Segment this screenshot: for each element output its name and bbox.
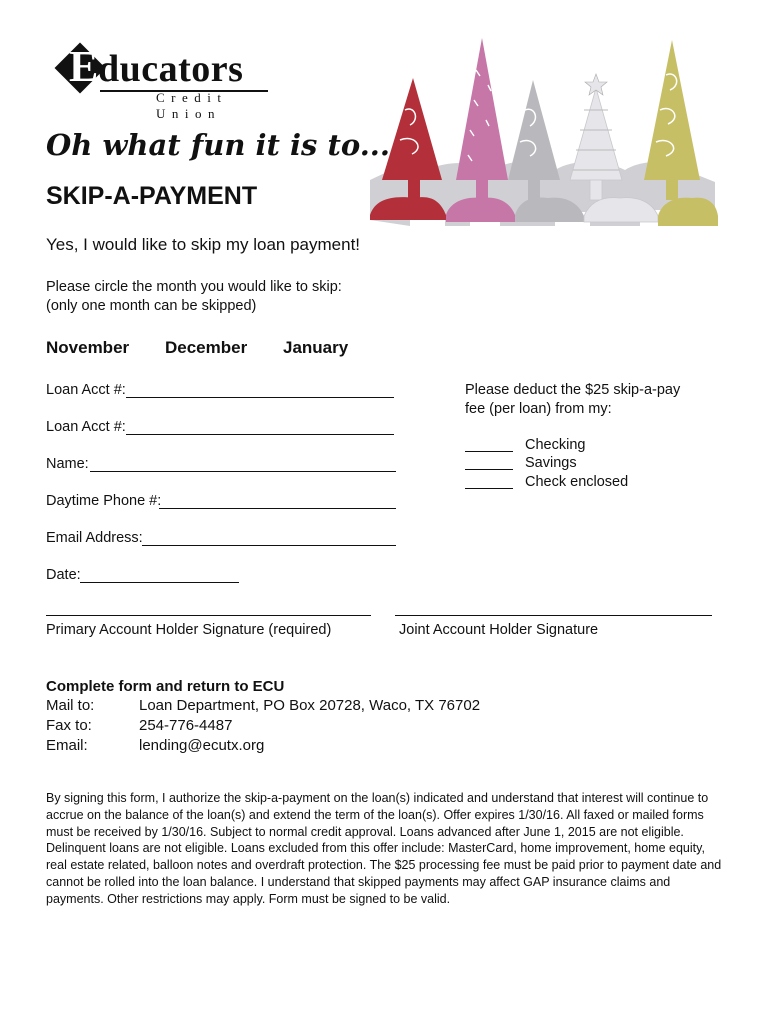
- intro-instruction: Please circle the month you would like to skip:: [46, 279, 342, 295]
- logo-wordmark: ducators: [98, 48, 244, 90]
- logo-subtitle: Credit Union: [156, 90, 228, 121]
- loan-acct-1-label: Loan Acct #:: [46, 382, 126, 398]
- month-november[interactable]: November: [46, 338, 130, 357]
- date-label: Date:: [46, 567, 81, 583]
- check-enclosed-blank[interactable]: [465, 488, 513, 489]
- contact-info: [46, 697, 546, 759]
- month-january[interactable]: January: [283, 338, 349, 357]
- christmas-trees-illustration: [370, 30, 720, 228]
- fee-line-2: fee (per loan) from my:: [465, 401, 612, 417]
- month-options: [46, 338, 406, 362]
- joint-signature-label: Joint Account Holder Signature: [399, 622, 599, 638]
- page-title: SKIP-A-PAYMENT: [46, 182, 258, 210]
- loan-acct-2-label: Loan Acct #:: [46, 419, 126, 435]
- option-checking: Checking: [525, 437, 586, 453]
- email-address[interactable]: lending@ecutx.org: [139, 737, 265, 754]
- checking-blank[interactable]: [465, 451, 513, 452]
- disclaimer-text: By signing this form, I authorize the skip-a-payment on the loan(s) indicated and understand that interest will continue to accrue on the balance of the loan(s) and extend the term of the loan(s). Offer expires 1/30/16. All faxed or mailed forms must be received by 1/30/16. Subject to normal credit approval. Loans advanced after June 1, 2015 are not eligible. Delinquent loans are not eligible. Loans excluded from this offer include: MasterCard, home improvement, home equity, real estate related, balloon notes and overdraft protection. The $25 processing fee must be paid prior to payment date and cannot be rolled into the loan balance. I understand that skipped payments may affect GAP insurance claims and payments. Other restrictions may apply. Form must be signed to be valid.: [46, 791, 722, 906]
- name-field[interactable]: [90, 471, 396, 472]
- email-field[interactable]: [142, 545, 396, 546]
- intro-statement: Yes, I would like to skip my loan payment!: [46, 235, 361, 254]
- return-heading: Complete form and return to ECU: [46, 678, 285, 695]
- primary-signature-label: Primary Account Holder Signature (required): [46, 622, 332, 638]
- phone-field[interactable]: [159, 508, 396, 509]
- email-contact-label: Email:: [46, 737, 88, 754]
- loan-acct-2-field[interactable]: [126, 434, 394, 435]
- loan-acct-1-field[interactable]: [126, 397, 394, 398]
- intro-note: (only one month can be skipped): [46, 298, 257, 314]
- tagline: Oh what fun it is to...: [46, 128, 390, 162]
- logo-letter: E: [69, 42, 99, 91]
- option-savings: Savings: [525, 455, 577, 471]
- savings-blank[interactable]: [465, 469, 513, 470]
- month-december[interactable]: December: [165, 338, 248, 357]
- name-label: Name:: [46, 456, 89, 472]
- fax-label: Fax to:: [46, 717, 92, 734]
- educators-logo: [56, 42, 276, 121]
- email-label: Email Address:: [46, 530, 143, 546]
- phone-label: Daytime Phone #:: [46, 493, 162, 509]
- mail-label: Mail to:: [46, 697, 95, 714]
- fax-number: 254-776-4487: [139, 717, 233, 734]
- fee-line-1: Please deduct the $25 skip-a-pay: [465, 382, 681, 398]
- option-check-enclosed: Check enclosed: [525, 474, 629, 490]
- mail-address: Loan Department, PO Box 20728, Waco, TX 76702: [139, 697, 481, 714]
- primary-signature-line[interactable]: [46, 615, 371, 616]
- date-field[interactable]: [80, 582, 239, 583]
- joint-signature-line[interactable]: [395, 615, 712, 616]
